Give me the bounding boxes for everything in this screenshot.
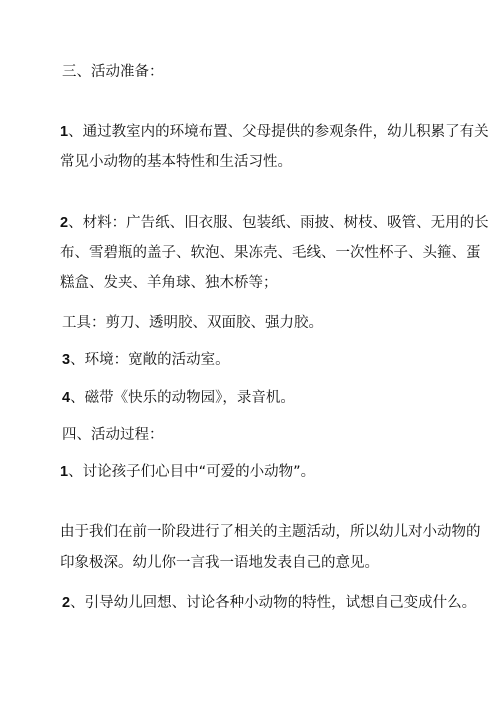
item1-line2: 常见小动物的基本特性和生活习性。 xyxy=(60,154,292,170)
intro-line2: 印象极深。幼儿你一言我一语地发表自己的意见。 xyxy=(60,555,379,571)
step2-line xyxy=(62,593,476,613)
item3-number: 3 xyxy=(62,352,71,368)
item1-text: 、通过教室内的环境布置、父母提供的参观条件，幼儿积累了有关 xyxy=(68,124,489,140)
item1-line1 xyxy=(60,122,489,142)
step1-line xyxy=(60,462,315,482)
item2-number: 2 xyxy=(60,215,69,231)
step2-number: 2 xyxy=(62,595,71,611)
section3-heading: 三、活动准备： xyxy=(62,64,164,80)
item4-text: 、磁带《快乐的动物园》，录音机。 xyxy=(70,390,295,406)
intro-line1: 由于我们在前一阶段进行了相关的主题活动，所以幼儿对小动物的 xyxy=(60,524,481,540)
item3-text: 、环境：宽敞的活动室。 xyxy=(70,352,230,368)
item1-number: 1 xyxy=(60,124,69,140)
section4-heading: 四、活动过程： xyxy=(62,427,164,443)
item4-line xyxy=(62,388,295,408)
item2-line3: 糕盒、发夹、羊角球、独木桥等； xyxy=(60,275,278,291)
step2-text: 、引导幼儿回想、讨论各种小动物的特性，试想自己变成什么。 xyxy=(70,595,477,611)
item3-line xyxy=(62,350,230,370)
step1-text: 、讨论孩子们心目中“可爱的小动物”。 xyxy=(68,464,316,480)
item2-line1 xyxy=(60,213,489,233)
item4-number: 4 xyxy=(62,390,71,406)
tools-line: 工具：剪刀、透明胶、双面胶、强力胶。 xyxy=(62,315,323,331)
step1-number: 1 xyxy=(60,464,69,480)
item2-text: 、材料：广告纸、旧衣服、包装纸、雨披、树枝、吸管、无用的长 xyxy=(68,215,489,231)
item2-line2: 布、雪碧瓶的盖子、软泡、果冻壳、毛线、一次性杯子、头箍、蛋 xyxy=(60,245,481,261)
